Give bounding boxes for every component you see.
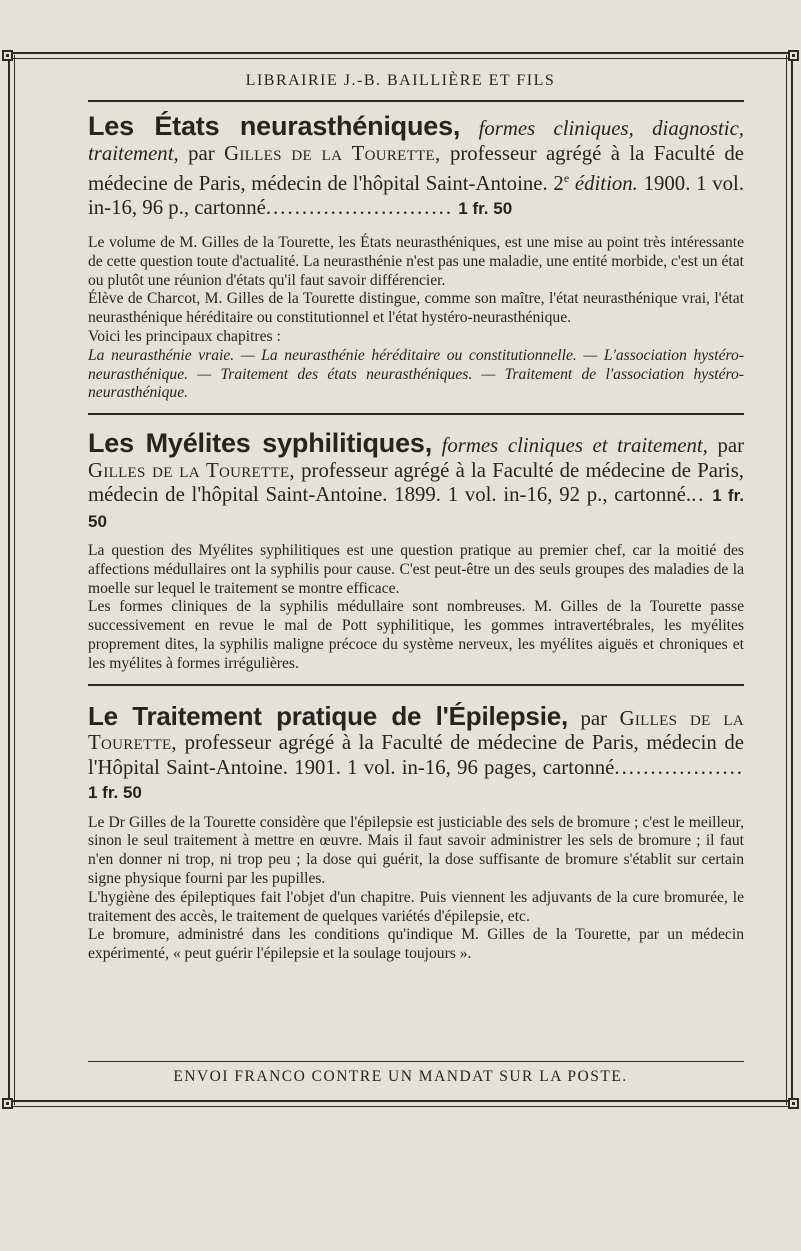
book-subtitle: formes cliniques, diagnostic, traitement,	[88, 117, 745, 165]
entry-heading: Les États neurasthéniques, formes cliniques, diagnostic, traitement, par Gilles de la Tourette, professeur agrégé à la Faculté de médecine de Paris, médecin de l'hôpital Saint-Antoine. 2e édition. 1900. 1 vol. in-16, 96 p., cartonné.......................... 1 fr. 50	[88, 111, 745, 220]
book-details: professeur agrégé à la Faculté de médecine de Paris, médecin de l'hôpital Saint-Antoine. 1899. 1 vol. in-16, 92 p., cartonné.	[88, 458, 744, 507]
book-subtitle: formes cliniques et traitement,	[441, 434, 708, 458]
entry-description	[88, 814, 744, 964]
description-paragraph: Le volume de M. Gilles de la Tourette, les États neurasthéniques, est une mise au point très intéressante de cette question toute d'actualité. La neurasthénie n'est pas une maladie, une entité morbide, c'est un état ou plutôt une réunion d'états qu'il faut savoir différencier.	[88, 233, 744, 289]
author-name: Gilles de la Tourette,	[88, 458, 295, 482]
catalog-entry	[88, 111, 745, 415]
catalog-entry	[88, 700, 745, 964]
footer-rule	[88, 1061, 744, 1062]
description-paragraph: Le bromure, administré dans les conditions qu'indique M. Gilles de la Tourette, par un médecin expérimenté, « peut guérir l'épilepsie et la soulage toujours ».	[88, 926, 744, 963]
description-paragraph: Les formes cliniques de la syphilis médullaire sont nombreuses. M. Gilles de la Tourette passe successivement en revue le mal de Pott syphilitique, les gommes intravertébrales, les myélites proprement dites, la syphilis maligne précoce du système nerveux, les myélites aiguës et chroniques et les myélites à formes irrégulières.	[88, 598, 744, 672]
description-paragraph: La question des Myélites syphilitiques est une question pratique au premier chef, car la moitié des affections médullaires ont la syphilis pour cause. C'est peut-être un des seuls groupes des maladies de la moelle sur lequel le traitement se montre efficace.	[88, 542, 744, 597]
book-details: professeur agrégé à la Faculté de médecine de Paris, médecin de l'Hôpital Saint-Antoine. 1901. 1 vol. in-16, 96 pages, cartonné	[88, 731, 745, 779]
book-title: Les États neurasthéniques,	[88, 111, 461, 141]
book-title: Les Myélites syphilitiques,	[88, 428, 433, 459]
description-paragraph: Élève de Charcot, M. Gilles de la Tourette distingue, comme son maître, l'état neurasthénique vrai, l'état neurasthénique héréditaire ou constitutionnel et l'état hystéro-neurasthénique.	[88, 290, 744, 327]
catalog-content	[88, 106, 744, 964]
top-border-rule	[8, 52, 793, 59]
header-rule	[88, 100, 744, 102]
edition-label: édition.	[574, 171, 638, 195]
entry-separator	[88, 413, 744, 415]
book-title: Le Traitement pratique de l'Épilepsie,	[88, 700, 568, 731]
corner-ornament-icon	[2, 1098, 13, 1109]
chapter-list: La neurasthénie vraie. — La neurasthénie héréditaire ou constitutionnelle. — L'association hystéro-neurasthénique. — Traitement des états neurasthéniques. — Traitement de l'association hystéro-neurasthénique.	[88, 346, 744, 402]
entry-description	[88, 234, 744, 403]
corner-ornament-icon	[788, 50, 799, 61]
author-name: Gilles de la Tourette,	[88, 706, 744, 755]
author-name: Gilles de la Tourette,	[224, 141, 441, 165]
dot-leader: ..........................	[265, 196, 454, 220]
book-details: professeur agrégé à la Faculté de médecine de Paris, médecin de l'hôpital Saint-Antoine. 2	[88, 141, 745, 195]
dot-leader: ..................	[614, 755, 744, 779]
book-price: 1 fr. 50	[458, 199, 513, 219]
description-paragraph: Voici les principaux chapitres :	[88, 327, 281, 345]
entry-separator	[88, 684, 744, 686]
bottom-border-rule	[8, 1100, 793, 1107]
book-price: 1 fr. 50	[88, 486, 744, 531]
description-paragraph: Le Dr Gilles de la Tourette considère que l'épilepsie est justiciable des sels de bromure ; c'est le meilleur, sinon le seul traitement à mettre en œuvre. Mais il faut savoir administrer les sels de bromure ; il faut n'en donner ni trop, ni trop peu ; la dose qui guérit, la dose suffisante de bromure s'établit sur certain signe physique fourni par les pupilles.	[88, 813, 744, 888]
footer-notice: ENVOI FRANCO CONTRE UN MANDAT SUR LA POSTE.	[173, 1068, 628, 1085]
publisher-header: LIBRAIRIE J.-B. BAILLIÈRE ET FILS	[245, 72, 556, 89]
entry-description	[88, 542, 744, 674]
dot-leader: ..	[691, 483, 706, 507]
entry-heading: Les Myélites syphilitiques, formes cliniques et traitement, par Gilles de la Tourette, professeur agrégé à la Faculté de médecine de Paris, médecin de l'hôpital Saint-Antoine. 1899. 1 vol. in-16, 92 p., cartonné... 1 fr. 50	[88, 428, 744, 531]
entry-heading: Le Traitement pratique de l'Épilepsie, par Gilles de la Tourette, professeur agrégé à la Faculté de médecine de Paris, médecin de l'Hôpital Saint-Antoine. 1901. 1 vol. in-16, 96 pages, cartonné.................. 1 fr. 50	[88, 700, 745, 803]
corner-ornament-icon	[788, 1098, 799, 1109]
book-price: 1 fr. 50	[88, 783, 142, 803]
description-paragraph: L'hygiène des épileptiques fait l'objet d'un chapitre. Puis viennent les adjuvants de la cure bromurée, le traitement des accès, le traitement de quelques variétés d'épilepsie, etc.	[88, 888, 744, 925]
corner-ornament-icon	[2, 50, 13, 61]
book-details-2: 1900. 1 vol. in-16, 96 p., cartonné	[88, 171, 745, 220]
catalog-entry	[88, 428, 744, 686]
